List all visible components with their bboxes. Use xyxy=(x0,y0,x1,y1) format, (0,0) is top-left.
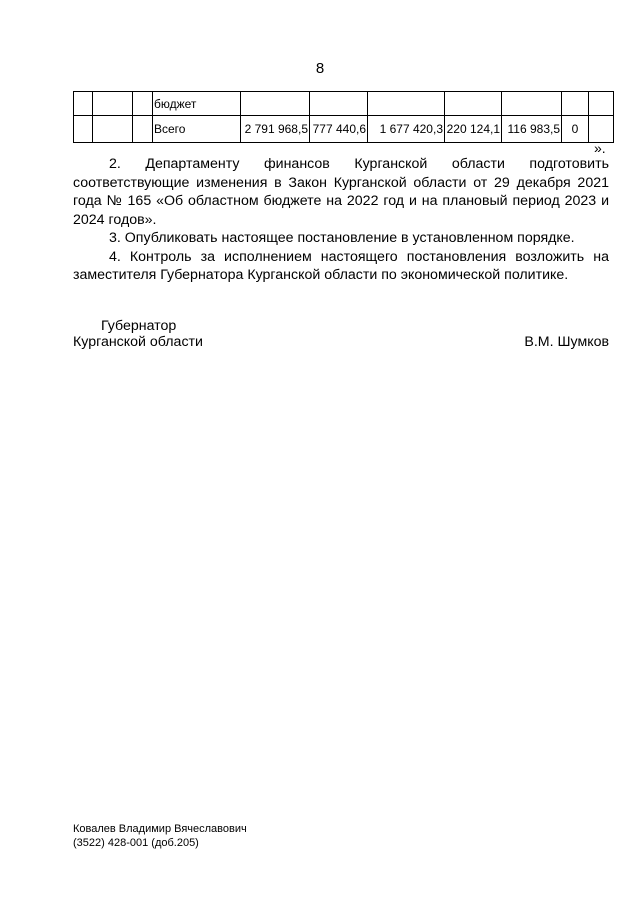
table-cell xyxy=(133,92,153,116)
signatory-region: Курганской области xyxy=(73,334,203,350)
paragraph-item-4: 4. Контроль за исполнением настоящего постановления возложить на заместителя Губернатора Курганской области по экономической политике. xyxy=(73,248,609,283)
table-cell xyxy=(93,116,133,143)
table-cell xyxy=(368,92,445,116)
table-cell xyxy=(74,116,93,143)
row-label: Всего xyxy=(153,116,241,143)
table-cell xyxy=(310,92,368,116)
table-cell xyxy=(502,92,562,116)
table-cell xyxy=(241,92,310,116)
closing-quote: ». xyxy=(594,140,606,156)
table-row xyxy=(74,116,614,143)
table-cell: 0 xyxy=(562,116,589,143)
page-number: 8 xyxy=(315,60,325,77)
table-row xyxy=(74,92,614,116)
paragraph-item-2: 2. Департаменту финансов Курганской области подготовить соответствующие изменения в Закон Курганской области от 29 декабря 2021 года № 165 «Об областном бюджете на 2022 год и на плановый период 2023 и 2024 годов». xyxy=(73,156,609,228)
paragraph-item-3: 3. Опубликовать настоящее постановление в установленном порядке. xyxy=(109,230,575,246)
resolution-text xyxy=(73,155,609,285)
table-cell: 2 791 968,5 xyxy=(241,116,310,143)
table-cell xyxy=(74,92,93,116)
budget-table xyxy=(73,91,614,143)
executor-name: Ковалев Владимир Вячеславович xyxy=(73,823,247,835)
table-cell: 1 677 420,3 xyxy=(368,116,445,143)
table-cell xyxy=(589,116,614,143)
table-cell xyxy=(589,92,614,116)
table-cell xyxy=(445,92,502,116)
table-cell: 220 124,1 xyxy=(445,116,502,143)
signatory-title: Губернатор xyxy=(101,318,177,334)
table-cell xyxy=(562,92,589,116)
table-cell xyxy=(133,116,153,143)
row-label: бюджет xyxy=(153,92,241,116)
table-cell: 777 440,6 xyxy=(310,116,368,143)
signatory-name: В.М. Шумков xyxy=(524,334,609,350)
executor-phone: (3522) 428-001 (доб.205) xyxy=(73,837,199,849)
table-cell xyxy=(93,92,133,116)
table-cell: 116 983,5 xyxy=(502,116,562,143)
